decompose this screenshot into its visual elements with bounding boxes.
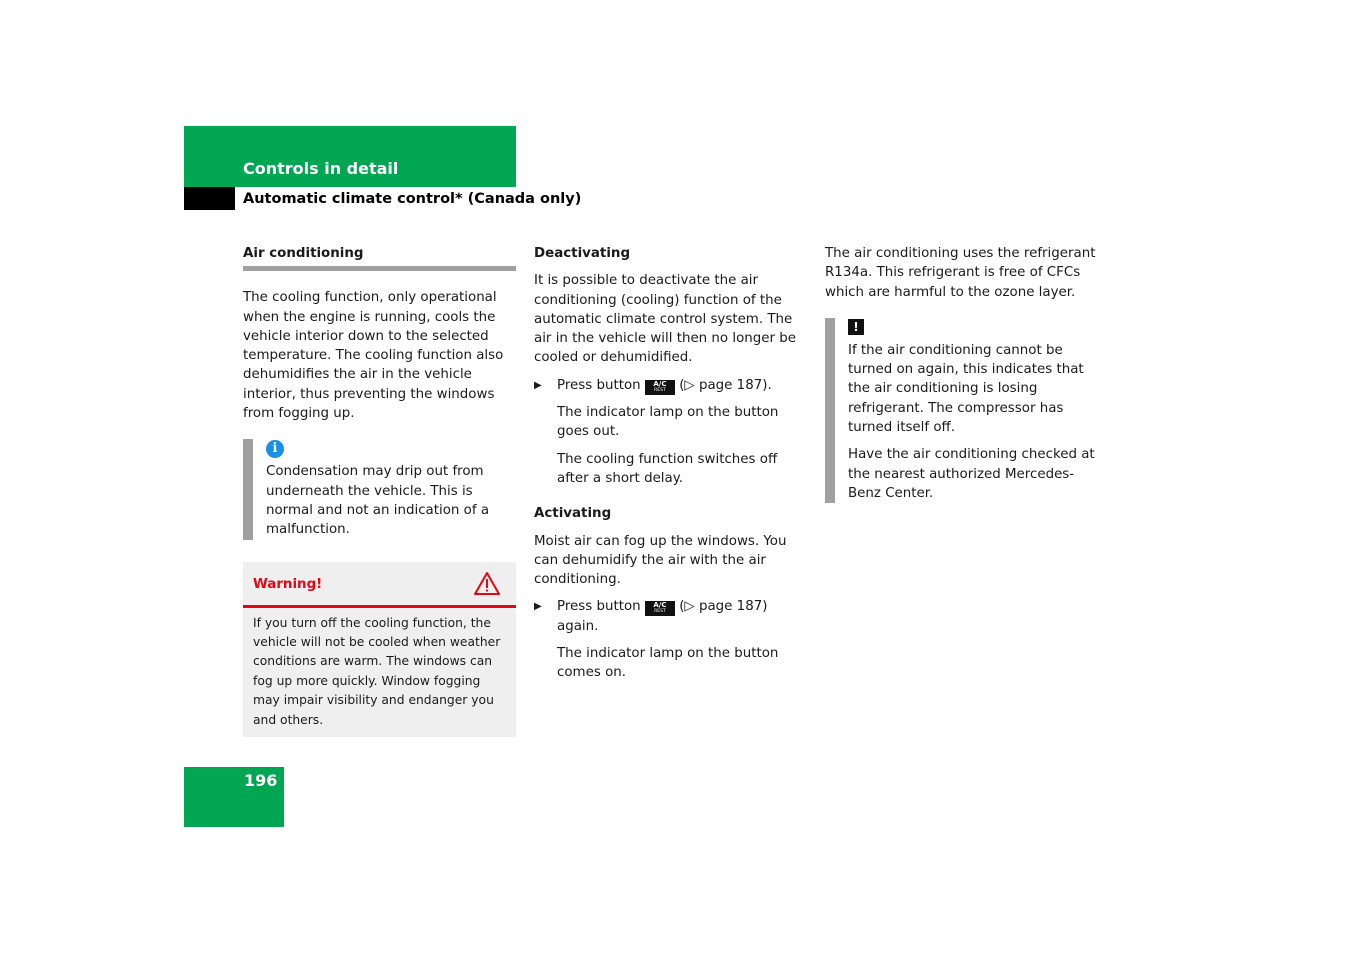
bullet-arrow-icon: ▶	[534, 379, 542, 391]
info-note-text: Condensation may drip out from underneath the vehicle. This is normal and not an indication of a malfunction.	[266, 464, 490, 538]
ac-button-icon: A/C REST	[645, 380, 675, 395]
activating-heading: Activating	[534, 506, 612, 522]
column-3	[825, 244, 1100, 503]
warning-triangle-icon	[473, 571, 501, 596]
notice-text-2: Have the air conditioning checked at the nearest authorized Mercedes-Benz Center.	[848, 447, 1095, 501]
deactivate-result-1: The indicator lamp on the button goes out.	[557, 405, 779, 440]
note-bar	[243, 439, 253, 539]
refrigerant-paragraph: The air conditioning uses the refrigerant R134a. This refrigerant is free of CFCs which are harmful to the ozone layer.	[825, 246, 1096, 300]
header-marker	[184, 187, 235, 210]
deactivate-step	[534, 376, 806, 395]
intro-paragraph: The cooling function, only operational when the engine is running, cools the vehicle interior down to the selected temperature. The cooling function also dehumidifies the air in the vehicle interior, thus preventing the windows from fogging up.	[243, 290, 504, 422]
step-prefix: Press button	[557, 599, 641, 615]
step-suffix: (▷ page 187).	[679, 377, 772, 393]
column-2	[534, 244, 806, 683]
exclamation-icon: !	[848, 319, 864, 335]
air-conditioning-heading: Air conditioning	[243, 244, 516, 271]
activate-result-1: The indicator lamp on the button comes on.	[557, 646, 779, 681]
warning-header	[243, 562, 516, 608]
column-1	[243, 244, 516, 737]
warning-title: Warning!	[253, 576, 323, 592]
note-bar	[825, 318, 835, 503]
page-number: 196	[244, 771, 278, 790]
activate-step	[534, 597, 806, 636]
info-icon: i	[266, 440, 284, 458]
step-suffix: (▷ page 187) again.	[557, 599, 768, 634]
warning-box	[243, 562, 516, 737]
section-title: Controls in detail	[243, 159, 399, 178]
deactivating-heading: Deactivating	[534, 246, 631, 261]
notice-note	[825, 318, 1100, 503]
notice-text-1: If the air conditioning cannot be turned on again, this indicates that the air conditioning is losing refrigerant. The compressor has turned itself off.	[848, 342, 1084, 436]
warning-text: If you turn off the cooling function, the vehicle will not be cooled when weather conditions are warm. The windows can fog up more quickly. Window fogging may impair visibility and endanger you and others.	[253, 615, 501, 727]
deactivating-text: It is possible to deactivate the air conditioning (cooling) function of the automatic climate control system. The air in the vehicle will then no longer be cooled or dehumidified.	[534, 273, 796, 366]
info-note	[243, 439, 516, 539]
activating-text: Moist air can fog up the windows. You can dehumidify the air with the air conditioning.	[534, 533, 787, 588]
bullet-arrow-icon: ▶	[534, 601, 542, 613]
subsection-title: Automatic climate control* (Canada only)	[243, 191, 582, 207]
ac-button-icon: A/C REST	[645, 601, 675, 616]
step-prefix: Press button	[557, 377, 641, 393]
deactivate-result-2: The cooling function switches off after a short delay.	[557, 451, 778, 486]
